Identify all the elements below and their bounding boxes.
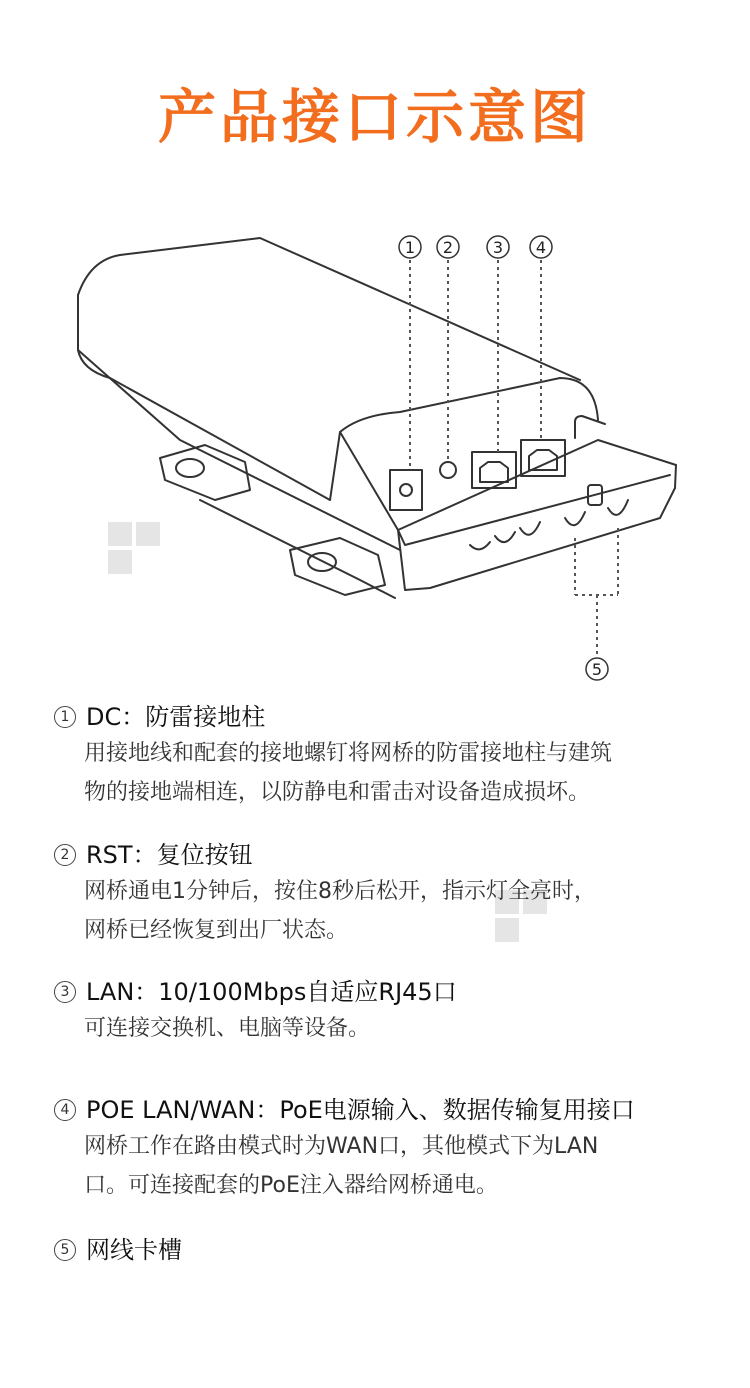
item-heading <box>54 838 734 872</box>
callout-5-label: 5 <box>591 660 603 679</box>
desc-line: 网桥通电1分钟后，按住8秒后松开，指示灯全亮时， <box>84 879 596 904</box>
item-heading <box>54 1093 734 1127</box>
item-number: 1 <box>54 706 76 728</box>
page-title: 产品接口示意图 <box>157 83 592 151</box>
callout-markers <box>399 236 608 680</box>
callout-3-label: 3 <box>492 238 504 257</box>
item-number: 4 <box>54 1099 76 1121</box>
interface-item-dc <box>54 700 734 812</box>
item-description <box>84 1127 724 1205</box>
item-description <box>84 872 724 950</box>
desc-line: 物的接地端相连，以防静电和雷击对设备造成损坏。 <box>84 780 591 805</box>
item-label: DC：防雷接地柱 <box>86 703 266 731</box>
device-diagram <box>0 200 750 700</box>
item-heading <box>54 700 734 734</box>
callout-2 <box>437 236 459 258</box>
item-number: 2 <box>54 844 76 866</box>
desc-line: 口。可连接配套的PoE注入器给网桥通电。 <box>84 1173 498 1198</box>
desc-line: 网桥工作在路由模式时为WAN口，其他模式下为LAN <box>84 1134 599 1159</box>
callout-4-label: 4 <box>535 238 547 257</box>
interface-item-poe <box>54 1093 734 1205</box>
item-label: LAN：10/100Mbps自适应RJ45口 <box>86 978 457 1006</box>
callout-4 <box>530 236 552 258</box>
callout-3 <box>487 236 509 258</box>
item-label: POE LAN/WAN：PoE电源输入、数据传输复用接口 <box>86 1096 635 1124</box>
watermark-logo <box>108 522 160 574</box>
callout-1 <box>399 236 421 258</box>
item-description <box>84 734 724 812</box>
item-label: 网线卡槽 <box>86 1236 182 1264</box>
interface-item-cable-slot <box>54 1233 734 1267</box>
item-heading <box>54 975 734 1009</box>
interface-item-rst <box>54 838 734 950</box>
item-description <box>84 1009 724 1048</box>
desc-line: 网桥已经恢复到出厂状态。 <box>84 918 349 943</box>
interface-item-lan <box>54 975 734 1048</box>
item-number: 5 <box>54 1239 76 1261</box>
item-heading <box>54 1233 734 1267</box>
callout-5 <box>586 658 608 680</box>
desc-line: 用接地线和配套的接地螺钉将网桥的防雷接地柱与建筑 <box>84 741 613 766</box>
callout-2-label: 2 <box>442 238 454 257</box>
desc-line: 可连接交换机、电脑等设备。 <box>84 1016 371 1041</box>
item-label: RST：复位按钮 <box>86 841 253 869</box>
item-number: 3 <box>54 981 76 1003</box>
callout-1-label: 1 <box>404 238 416 257</box>
